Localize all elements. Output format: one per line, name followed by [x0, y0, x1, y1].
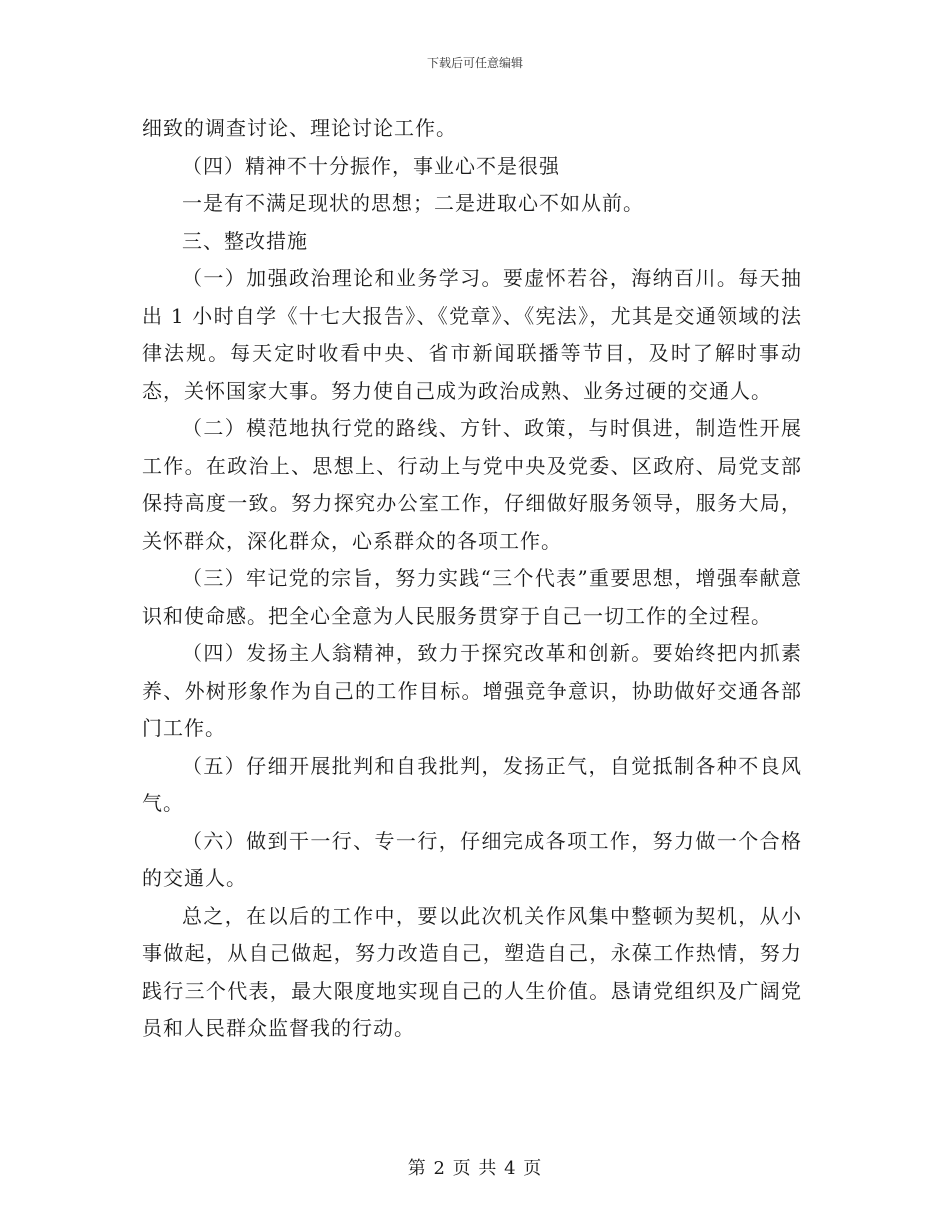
- measure-5: （五）仔细开展批判和自我批判，发扬正气，自觉抵制各种不良风气。: [142, 753, 802, 815]
- measure-6: （六）做到干一行、专一行，仔细完成各项工作，努力做一个合格的交通人。: [142, 828, 802, 890]
- document-body: [142, 110, 802, 1048]
- page-number: 第 2 页 共 4 页: [407, 1158, 543, 1179]
- conclusion-paragraph: 总之，在以后的工作中，要以此次机关作风集中整顿为契机，从小事做起，从自己做起，努力改造自己，塑造自己，永葆工作热情，努力践行三个代表，最大限度地实现自己的人生价值。恳请党组织及广阔党员和人民群众监督我的行动。: [142, 903, 802, 1040]
- measure-2: （二）模范地执行党的路线、方针、政策，与时俱进，制造性开展工作。在政治上、思想上、行动上与党中央及党委、区政府、局党支部保持高度一致。努力探究办公室工作，仔细做好服务领导，服务大局，关怀群众，深化群众，心系群众的各项工作。: [142, 416, 802, 553]
- section-title-measures: 三、整改措施: [182, 228, 308, 253]
- paragraph: 一是有不满足现状的思想；二是进取心不如从前。: [182, 191, 644, 215]
- measure-3: （三）牢记党的宗旨，努力实践“三个代表”重要思想，增强奉献意识和使命感。把全心全意为人民服务贯穿于自己一切工作的全过程。: [142, 566, 802, 628]
- measure-4: （四）发扬主人翁精神，致力于探究改革和创新。要始终把内抓素养、外树形象作为自己的工作目标。增强竞争意识，协助做好交通各部门工作。: [142, 641, 802, 740]
- section-heading-4: （四）精神不十分振作，事业心不是很强: [182, 153, 560, 178]
- paragraph-continuation: 细致的调查讨论、理论讨论工作。: [142, 116, 457, 140]
- page-header: 下载后可任意编辑: [426, 56, 523, 70]
- measure-1: （一）加强政治理论和业务学习。要虚怀若谷，海纳百川。每天抽出 1 小时自学《十七大报告》、《党章》、《宪法》，尤其是交通领域的法律法规。每天定时收看中央、省市新闻联播等节目，及时了解时事动态，关怀国家大事。努力使自己成为政治成熟、业务过硬的交通人。: [142, 266, 802, 403]
